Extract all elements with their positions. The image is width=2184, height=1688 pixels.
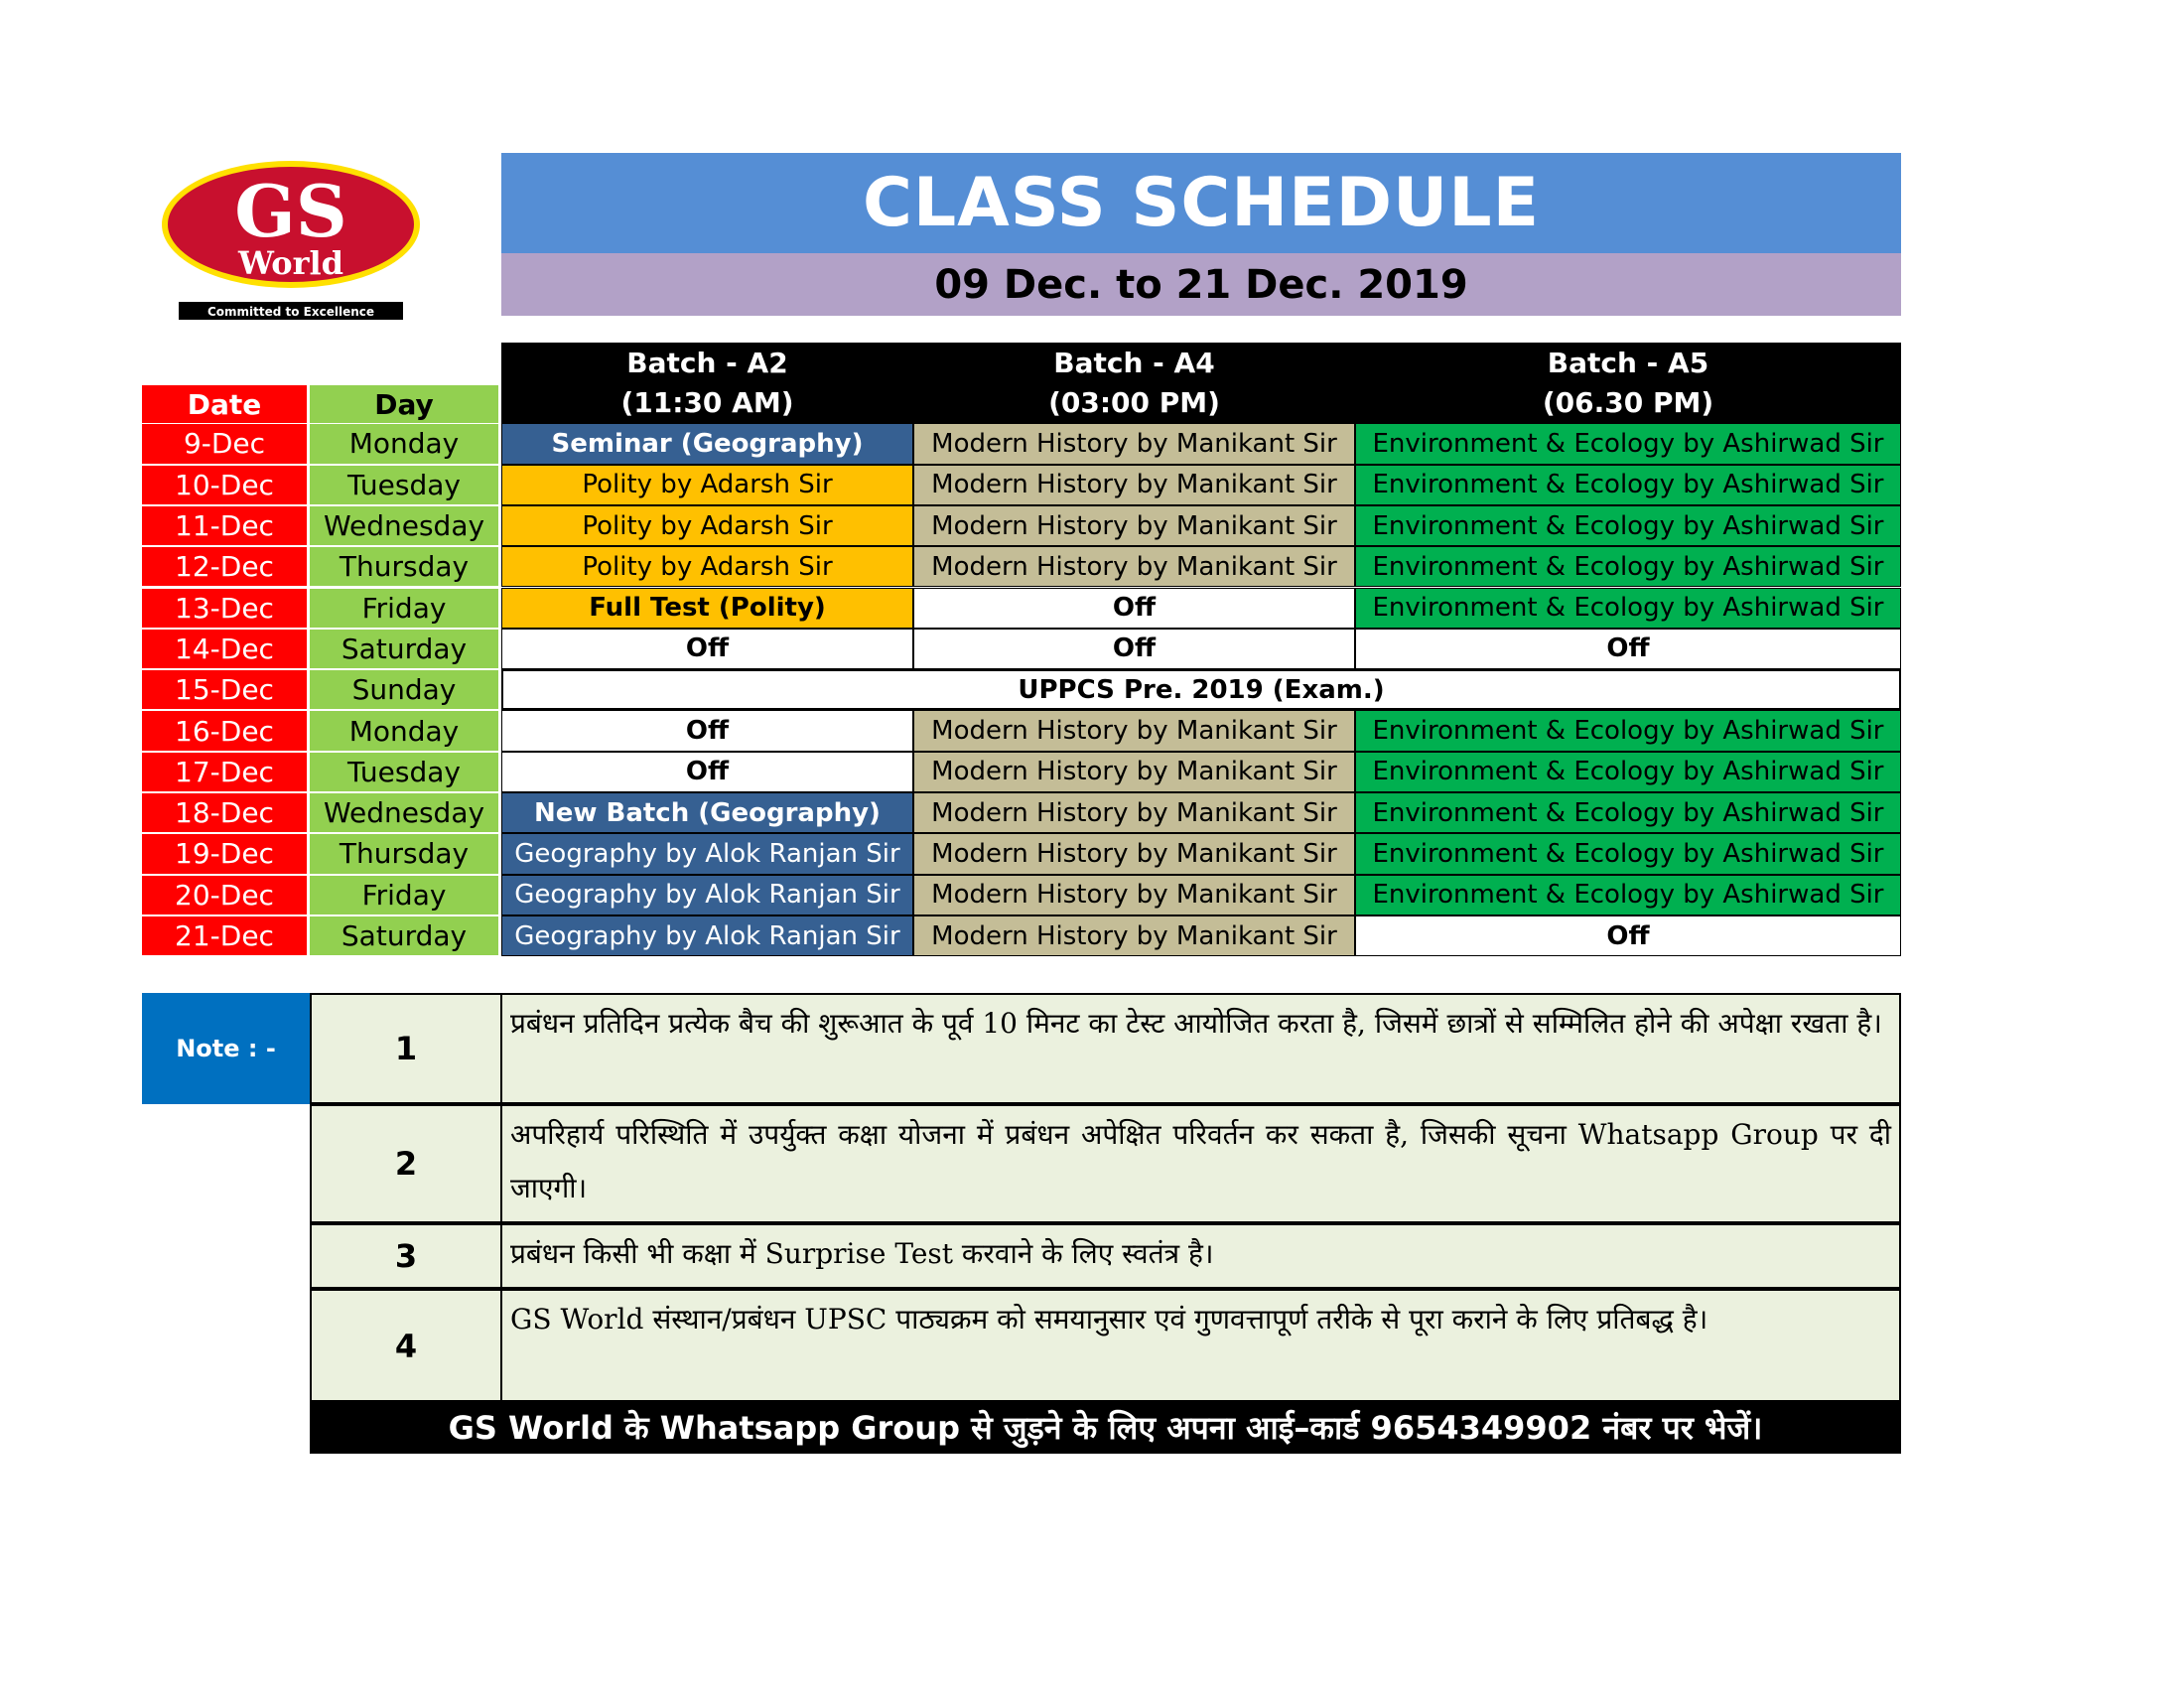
note-text: अपरिहार्य परिस्थिति में उपर्युक्त कक्षा योजना में प्रबंधन अपेक्षित परिवर्तन कर सकता है, जिसकी सूचना Whatsapp Group पर दी जाएगी।: [500, 1104, 1901, 1223]
schedule-cell: Geography by Alok Ranjan Sir: [501, 875, 913, 915]
date-cell: 12-Dec: [142, 547, 307, 586]
note-number: 4: [310, 1289, 502, 1403]
schedule-cell: Environment & Ecology by Ashirwad Sir: [1355, 588, 1901, 629]
date-cell: 20-Dec: [142, 876, 307, 914]
schedule-cell: Modern History by Manikant Sir: [913, 505, 1355, 546]
schedule-cell: Environment & Ecology by Ashirwad Sir: [1355, 710, 1901, 751]
logo-tagline: Committed to Excellence: [206, 305, 375, 319]
schedule-cell: Polity by Adarsh Sir: [501, 505, 913, 546]
day-cell: Thursday: [310, 547, 498, 586]
schedule-cell: Environment & Ecology by Ashirwad Sir: [1355, 465, 1901, 505]
day-cell: Sunday: [310, 670, 498, 709]
schedule-cell: Environment & Ecology by Ashirwad Sir: [1355, 833, 1901, 874]
schedule-cell: Environment & Ecology by Ashirwad Sir: [1355, 752, 1901, 792]
day-cell: Wednesday: [310, 506, 498, 545]
day-cell: Saturday: [310, 630, 498, 668]
schedule-cell: Environment & Ecology by Ashirwad Sir: [1355, 423, 1901, 464]
date-cell: 14-Dec: [142, 630, 307, 668]
batch-name: Batch - A4: [913, 343, 1355, 382]
schedule-cell: Modern History by Manikant Sir: [913, 875, 1355, 915]
date-range: 09 Dec. to 21 Dec. 2019: [501, 253, 1901, 316]
schedule-cell: Polity by Adarsh Sir: [501, 546, 913, 587]
note-number: 3: [310, 1223, 502, 1289]
schedule-cell: Seminar (Geography): [501, 423, 913, 464]
logo-brand-bottom: World: [237, 244, 344, 282]
schedule-cell: Environment & Ecology by Ashirwad Sir: [1355, 505, 1901, 546]
schedule-cell: Off: [1355, 915, 1901, 956]
schedule-cell: Modern History by Manikant Sir: [913, 833, 1355, 874]
day-cell: Friday: [310, 589, 498, 628]
batch-time: (06.30 PM): [1355, 382, 1901, 422]
day-cell: Friday: [310, 876, 498, 914]
note-text: GS World संस्थान/प्रबंधन UPSC पाठ्यक्रम को समयानुसार एवं गुणवत्तापूर्ण तरीके से पूरा कराने के लिए प्रतिबद्ध है।: [500, 1289, 1901, 1403]
col-header-day: Day: [310, 385, 498, 423]
batch-time: (03:00 PM): [913, 382, 1355, 422]
schedule-cell: Modern History by Manikant Sir: [913, 465, 1355, 505]
note-number: 1: [310, 993, 502, 1104]
date-cell: 11-Dec: [142, 506, 307, 545]
schedule-cell: Off: [501, 710, 913, 751]
schedule-cell: Off: [913, 629, 1355, 669]
batch-name: Batch - A5: [1355, 343, 1901, 382]
date-cell: 9-Dec: [142, 424, 307, 463]
date-cell: 13-Dec: [142, 589, 307, 628]
day-cell: Tuesday: [310, 753, 498, 791]
note-label: Note : -: [142, 993, 310, 1104]
whatsapp-footer: GS World के Whatsapp Group से जुड़ने के लिए अपना आई–कार्ड 9654349902 नंबर पर भेजें।: [310, 1400, 1901, 1454]
schedule-cell: Environment & Ecology by Ashirwad Sir: [1355, 792, 1901, 833]
schedule-cell: Modern History by Manikant Sir: [913, 752, 1355, 792]
day-cell: Wednesday: [310, 793, 498, 832]
schedule-cell: Off: [1355, 629, 1901, 669]
logo-brand-top: GS: [234, 169, 347, 253]
day-cell: Thursday: [310, 834, 498, 873]
schedule-cell: Polity by Adarsh Sir: [501, 465, 913, 505]
col-header-date: Date: [142, 385, 307, 423]
schedule-cell: Modern History by Manikant Sir: [913, 710, 1355, 751]
schedule-cell: Modern History by Manikant Sir: [913, 792, 1355, 833]
schedule-cell: Environment & Ecology by Ashirwad Sir: [1355, 546, 1901, 587]
note-text: प्रबंधन किसी भी कक्षा में Surprise Test करवाने के लिए स्वतंत्र है।: [500, 1223, 1901, 1289]
date-cell: 19-Dec: [142, 834, 307, 873]
date-cell: 17-Dec: [142, 753, 307, 791]
date-cell: 15-Dec: [142, 670, 307, 709]
schedule-cell: Off: [501, 752, 913, 792]
schedule-cell: Geography by Alok Ranjan Sir: [501, 915, 913, 956]
date-cell: 10-Dec: [142, 466, 307, 504]
batch-time: (11:30 AM): [501, 382, 913, 422]
schedule-cell: Environment & Ecology by Ashirwad Sir: [1355, 875, 1901, 915]
page-title: CLASS SCHEDULE: [501, 153, 1901, 253]
day-cell: Monday: [310, 711, 498, 750]
day-cell: Tuesday: [310, 466, 498, 504]
schedule-cell: Modern History by Manikant Sir: [913, 546, 1355, 587]
note-number: 2: [310, 1104, 502, 1223]
schedule-cell: Geography by Alok Ranjan Sir: [501, 833, 913, 874]
schedule-cell: Off: [913, 588, 1355, 629]
day-cell: Saturday: [310, 916, 498, 955]
schedule-cell: Off: [501, 629, 913, 669]
schedule-cell: Full Test (Polity): [501, 588, 913, 629]
gs-world-logo: [157, 157, 425, 326]
exam-merged-cell: UPPCS Pre. 2019 (Exam.): [501, 669, 1901, 710]
batch-name: Batch - A2: [501, 343, 913, 382]
note-text: प्रबंधन प्रतिदिन प्रत्येक बैच की शुरूआत के पूर्व 10 मिनट का टेस्ट आयोजित करता है, जिसमें छात्रों से सम्मिलित होने की अपेक्षा रखता है।: [500, 993, 1901, 1104]
date-cell: 16-Dec: [142, 711, 307, 750]
schedule-cell: Modern History by Manikant Sir: [913, 423, 1355, 464]
day-cell: Monday: [310, 424, 498, 463]
date-cell: 21-Dec: [142, 916, 307, 955]
schedule-cell: New Batch (Geography): [501, 792, 913, 833]
schedule-cell: Modern History by Manikant Sir: [913, 915, 1355, 956]
date-cell: 18-Dec: [142, 793, 307, 832]
